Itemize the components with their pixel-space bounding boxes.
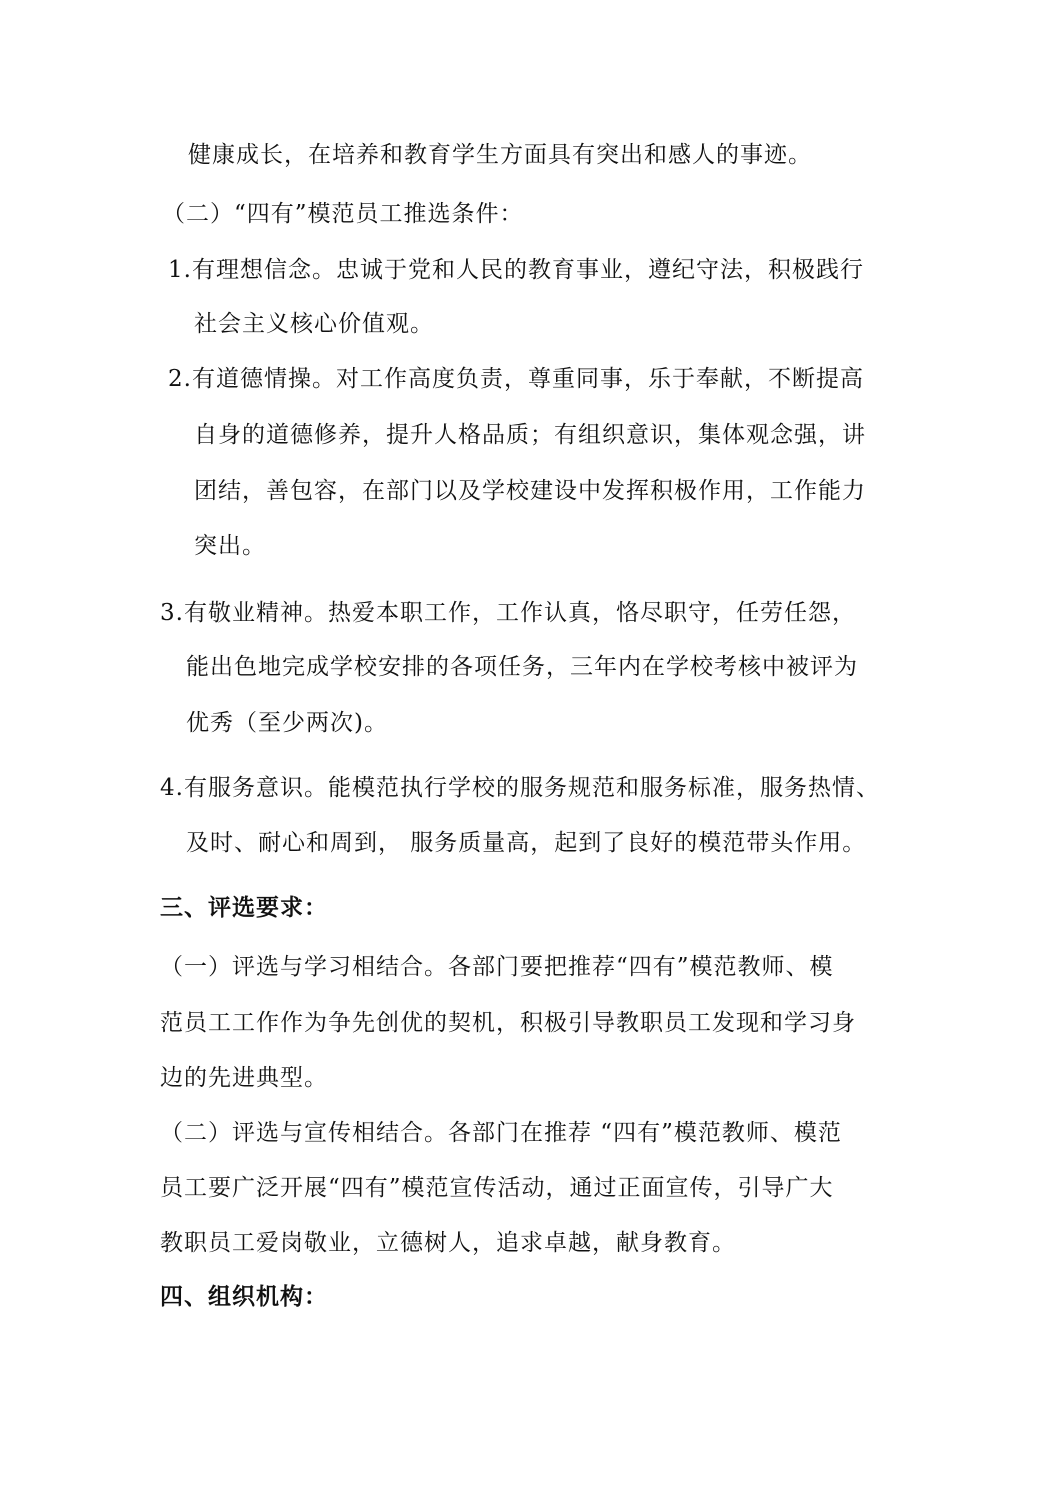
criteria-item-3-line-2: 能出色地完成学校安排的各项任务，三年内在学校考核中被评为 (186, 654, 858, 680)
criteria-item-4-line-1: 4.有服务意识。能模范执行学校的服务规范和服务标准，服务热情、 (160, 775, 880, 801)
section-heading-organization: 四、组织机构： (160, 1284, 328, 1310)
criteria-item-1-line-1: 1.有理想信念。忠诚于党和人民的教育事业，遵纪守法，积极践行 (168, 257, 864, 283)
requirement-2-line-2: 员工要广泛开展“四有”模范宣传活动，通过正面宣传，引导广大 (160, 1175, 834, 1201)
subsection-title-employee-criteria: （二）“四有”模范员工推选条件： (162, 201, 524, 227)
criteria-item-2-line-2: 自身的道德修养，提升人格品质；有组织意识，集体观念强，讲 (194, 422, 866, 448)
criteria-item-4-line-2: 及时、耐心和周到， 服务质量高，起到了良好的模范带头作用。 (186, 830, 867, 856)
criteria-item-2-line-4: 突出。 (194, 533, 266, 559)
section-heading-selection-requirements: 三、评选要求： (160, 895, 328, 921)
requirement-1-line-2: 范员工工作作为争先创优的契机，积极引导教职员工发现和学习身 (160, 1010, 856, 1036)
criteria-item-2-line-3: 团结，善包容，在部门以及学校建设中发挥积极作用，工作能力 (194, 478, 866, 504)
intro-line: 健康成长，在培养和教育学生方面具有突出和感人的事迹。 (188, 142, 812, 168)
requirement-2-line-1: （二）评选与宣传相结合。各部门在推荐 “四有”模范教师、模范 (160, 1120, 842, 1146)
criteria-item-3-line-3: 优秀（至少两次)。 (186, 710, 388, 736)
requirement-1-line-1: （一）评选与学习相结合。各部门要把推荐“四有”模范教师、模 (160, 954, 834, 980)
criteria-item-1-line-2: 社会主义核心价值观。 (194, 311, 434, 337)
requirement-1-line-3: 边的先进典型。 (160, 1065, 328, 1091)
criteria-item-3-line-1: 3.有敬业精神。热爱本职工作，工作认真，恪尽职守，任劳任怨， (160, 600, 856, 626)
criteria-item-2-line-1: 2.有道德情操。对工作高度负责，尊重同事，乐于奉献，不断提高 (168, 366, 864, 392)
requirement-2-line-3: 教职员工爱岗敬业，立德树人，追求卓越，献身教育。 (160, 1230, 736, 1256)
